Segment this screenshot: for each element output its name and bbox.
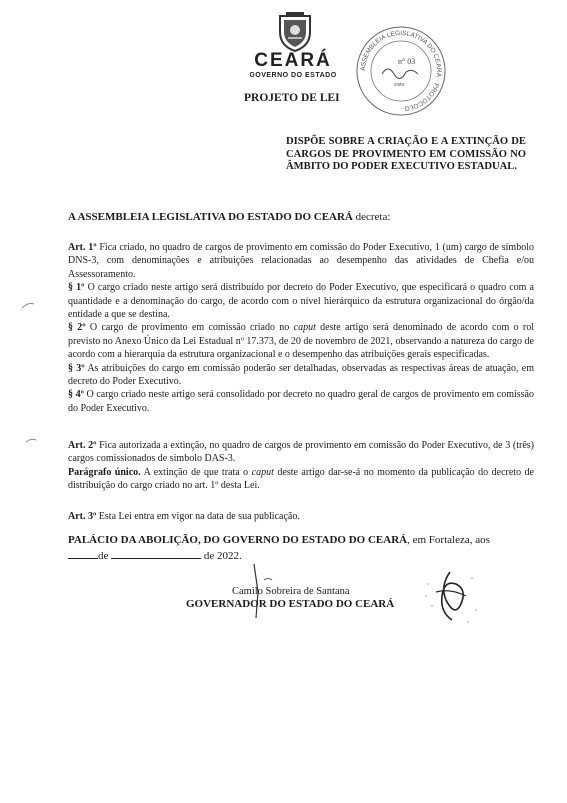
closing-clause: [68, 533, 540, 563]
ementa: DISPÕE SOBRE A CRIAÇÃO E A EXTINÇÃO DE CARGOS DE PROVIMENTO EM COMISSÃO NO ÂMBITO DO PODER EXECUTIVO ESTADUAL.: [286, 136, 526, 172]
article-1-par-2-label: § 2º: [68, 322, 86, 334]
month-blank: [111, 548, 201, 559]
article-1-par-4-text: O cargo criado neste artigo será consolidado por decreto no quadro geral de cargos de provimento em comissão do Poder Executivo.: [68, 389, 534, 414]
article-2-sole-paragraph-text-b: deste artigo dar-se-á no momento da publicação do decreto de distribuição do cargo criado no art. 1º desta Lei.: [68, 466, 534, 492]
margin-mark-icon: [24, 436, 38, 444]
article-2-sole-paragraph-italic: caput: [251, 466, 274, 478]
article-2-sole-paragraph-label: Parágrafo único.: [68, 466, 141, 478]
article-1-par-1-label: § 1º: [68, 282, 85, 294]
handwritten-signature-icon: [420, 566, 482, 628]
logo-name: CEARÁ: [254, 50, 332, 71]
closing-de-1: de: [98, 549, 109, 562]
article-1-label: Art. 1º: [68, 242, 97, 253]
day-blank: [68, 548, 98, 559]
article-1-par-3-label: § 3º: [68, 362, 85, 374]
closing-year: de 2022.: [203, 549, 242, 562]
article-1-text: Fica criado, no quadro de cargos de provimento em comissão do Poder Executivo, 1 (um) cargo de símbolo DNS-3, com denominações e atribuições relacionadas ao desempenho das atividades de Chefia e/ou Assessoramento.: [68, 242, 534, 280]
closing-rest: , em Fortaleza, aos: [407, 534, 490, 546]
article-3: [68, 510, 534, 523]
enacting-clause-bold: A ASSEMBLEIA LEGISLATIVA DO ESTADO DO CEARÁ: [68, 211, 353, 223]
enacting-clause: [68, 211, 538, 223]
stamp-number: n° 03: [398, 57, 416, 66]
article-1: [68, 241, 534, 415]
article-1-par-1-text: O cargo criado neste artigo será distribuído por decreto do Poder Executivo, que especificará o quadro com a quantidade e a denominação do cargo, de acordo com o nível hierárquico da estrutura organizacional do órgão/da entidade a que se destina.: [68, 282, 534, 321]
article-2-sole-paragraph-text-a: A extinção de que trata o: [140, 466, 252, 478]
protocol-stamp-icon: [354, 24, 448, 118]
enacting-clause-rest: decreta:: [352, 211, 391, 223]
stamp-ring-text: ASSEMBLEIA LEGISLATIVA DO CEARÁ · PROTOCOLO ·: [359, 29, 443, 113]
article-1-par-2-italic: caput: [293, 322, 316, 334]
document-type: PROJETO DE LEI: [244, 92, 340, 104]
state-crest-icon: [272, 10, 318, 52]
article-3-text: Esta Lei entra em vigor na data de sua publicação.: [96, 511, 300, 522]
article-1-par-2-text-a: O cargo de provimento em comissão criado no: [85, 322, 294, 334]
margin-mark-icon: [20, 300, 36, 310]
article-2-text: Fica autorizada a extinção, no quadro de cargos de provimento em comissão do Poder Executivo, de 3 (três) cargos comissionados de símbolo DAS-3.: [68, 440, 534, 465]
stamp-small-text: visto: [394, 82, 405, 88]
article-1-par-4-label: § 4º: [68, 389, 84, 401]
closing-bold: PALÁCIO DA ABOLIÇÃO, DO GOVERNO DO ESTADO DO CEARÁ: [68, 534, 408, 546]
article-1-par-2-text-b: deste artigo será denominado de acordo com o rol previsto no Anexo Único da Lei Estadual nº 17.373, de 20 de novembro de 2021, observando a natureza do cargo de acordo com a hierarquia da estrutura organizacional e o desempenho das atribuições gerais especificadas.: [68, 322, 535, 361]
article-1-par-3-text: As atribuições do cargo em comissão poderão ser detalhadas, observadas as respectivas áreas de atuação, em decreto do Poder Executivo.: [68, 362, 534, 388]
signer-name: Camilo Sobreira de Santana: [232, 586, 350, 597]
logo-subtitle: GOVERNO DO ESTADO: [249, 72, 337, 79]
article-2: [68, 439, 534, 493]
article-3-label: Art. 3º: [68, 511, 97, 522]
article-2-label: Art. 2º: [68, 440, 97, 451]
signer-title: GOVERNADOR DO ESTADO DO CEARÁ: [186, 598, 395, 610]
